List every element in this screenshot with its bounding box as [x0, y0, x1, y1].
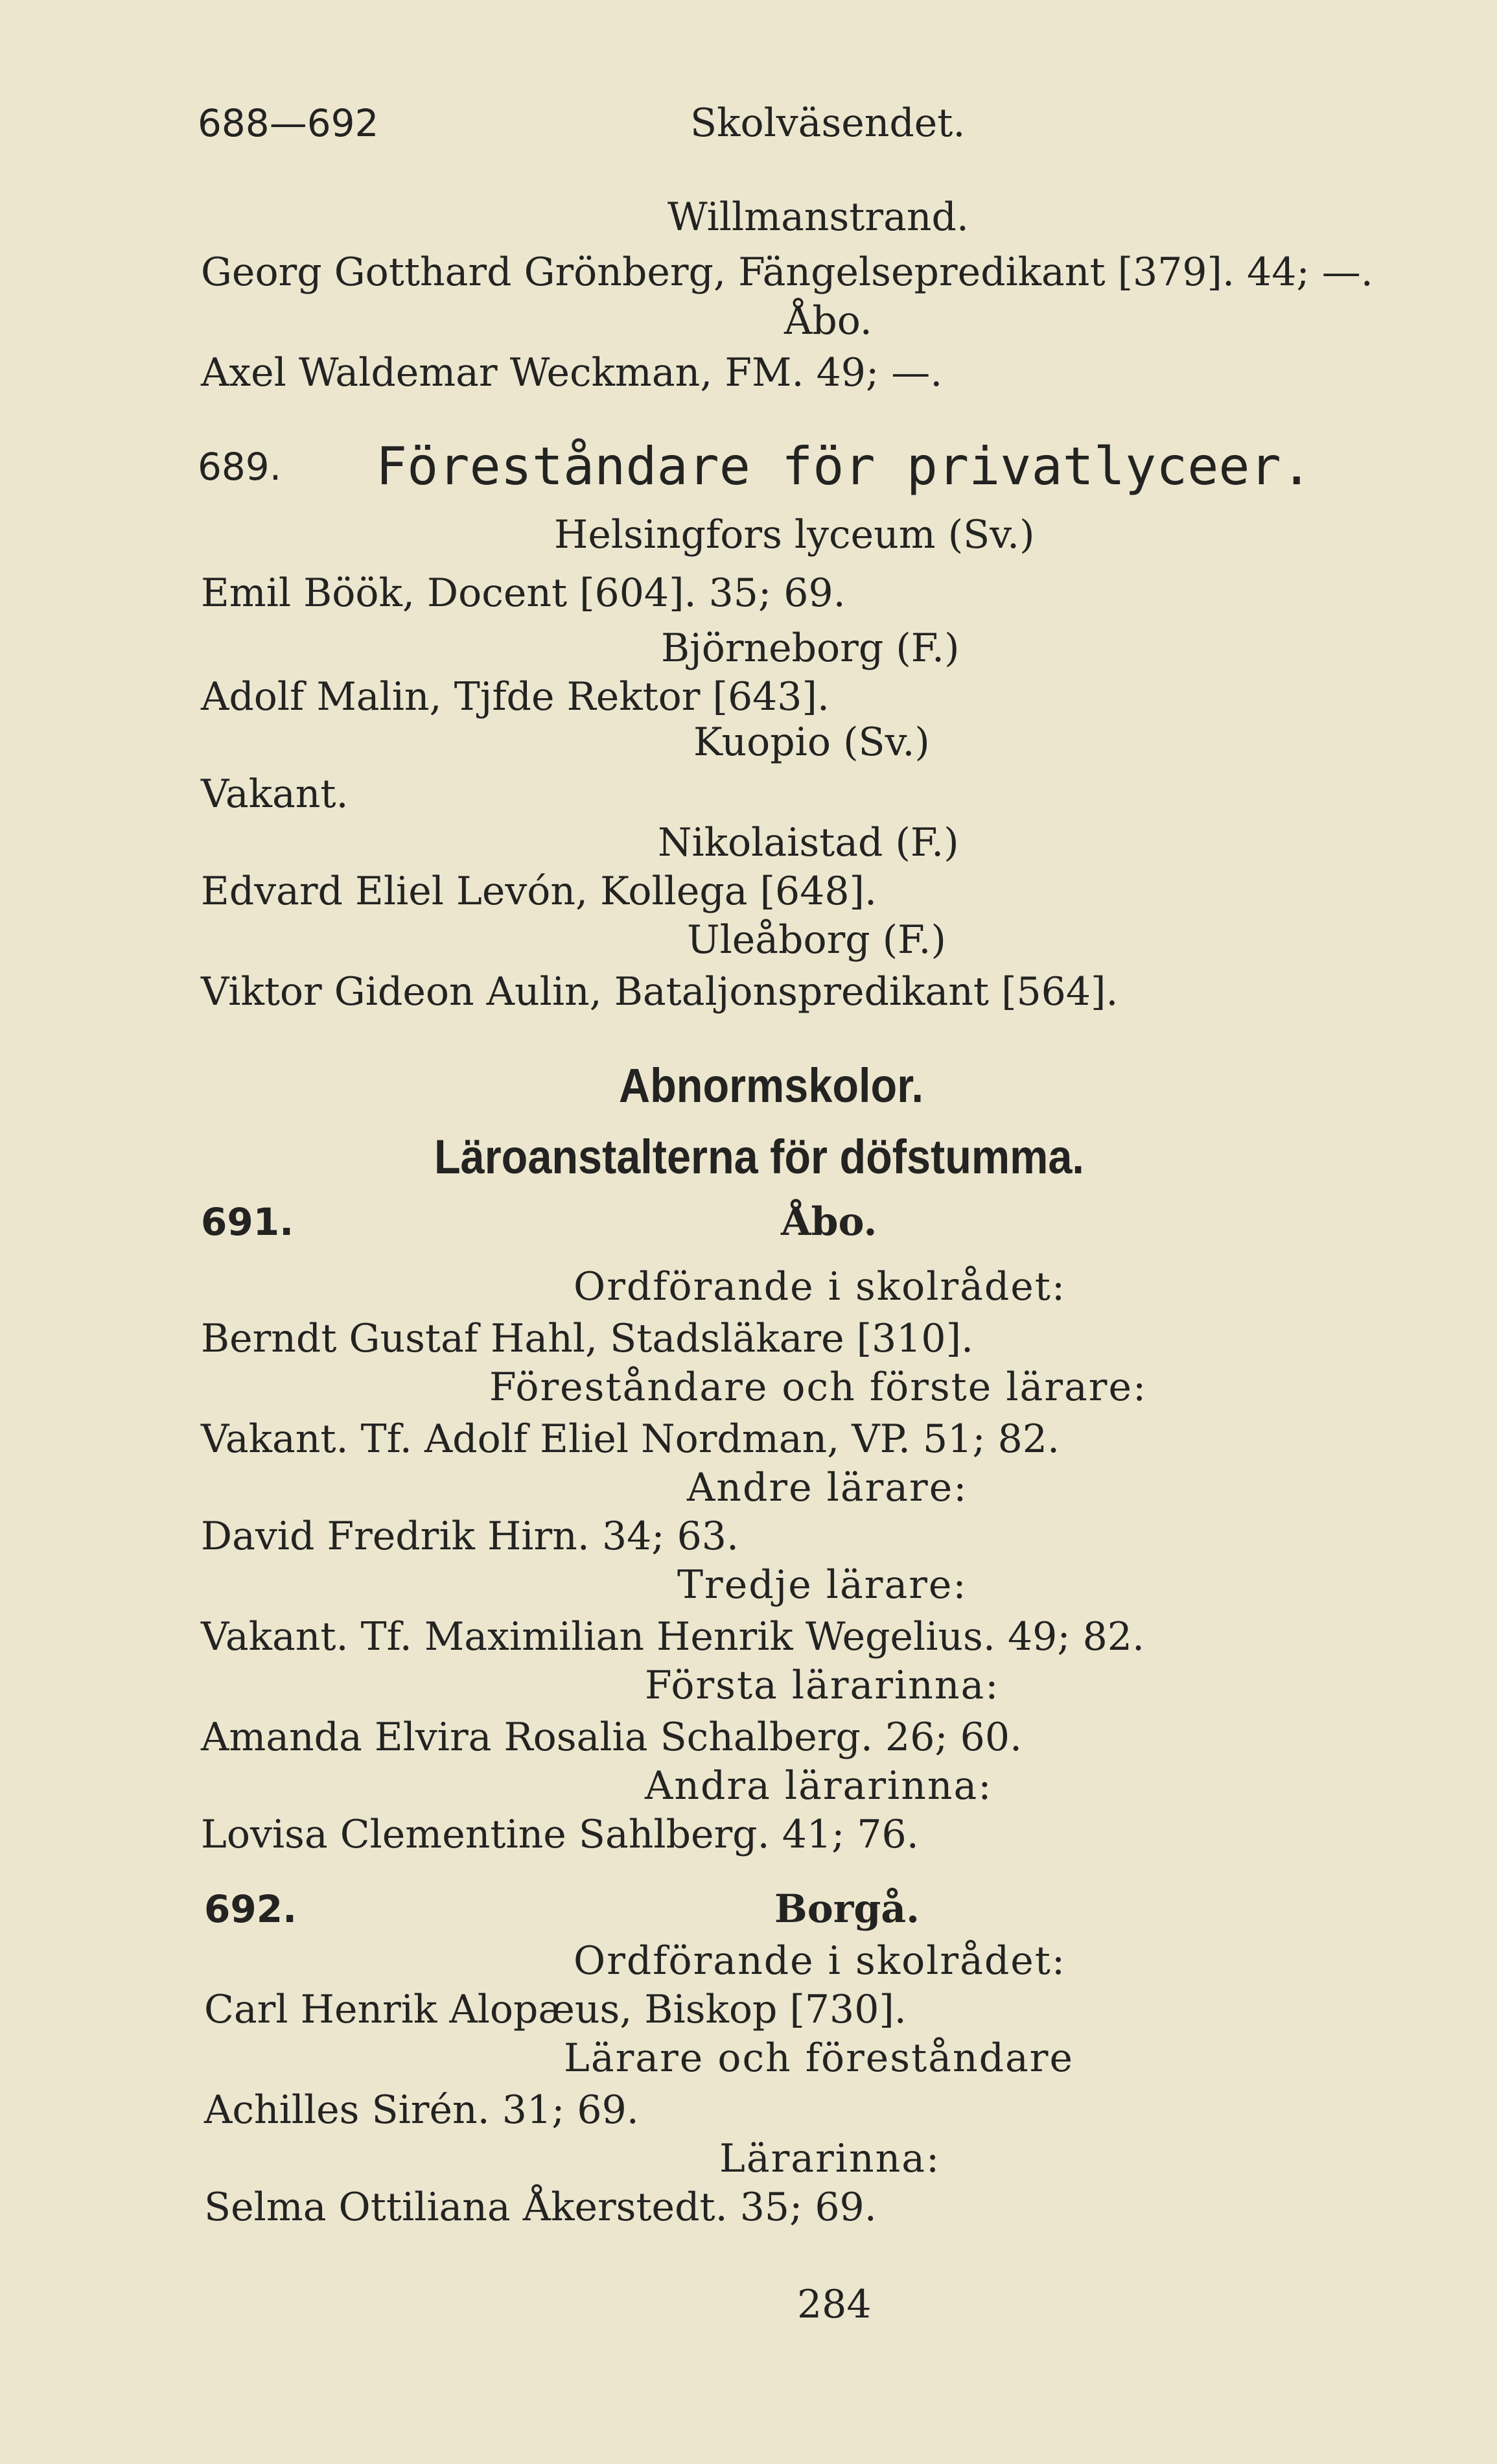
section-heading: Abnormskolor.	[619, 1059, 923, 1112]
place-heading: Uleåborg (F.)	[687, 917, 946, 963]
entry-line: Selma Ottiliana Åkerstedt. 35; 69.	[204, 2185, 877, 2230]
place-heading: Åbo.	[781, 1199, 877, 1245]
place-heading: Nikolaistad (F.)	[658, 820, 959, 865]
entry-line: Vakant. Tf. Adolf Eliel Nordman, VP. 51; 82.	[201, 1416, 1060, 1462]
role-heading: Tredje lärare:	[677, 1562, 968, 1608]
entry-line: Edvard Eliel Levón, Kollega [648].	[201, 869, 877, 914]
place-heading: Willmanstrand.	[667, 194, 969, 240]
section-heading: Föreståndare för privatlyceer.	[376, 436, 1312, 497]
entry-line: David Fredrik Hirn. 34; 63.	[201, 1514, 739, 1559]
role-heading: Ordförande i skolrådet:	[574, 1938, 1067, 1984]
place-heading: Helsingfors lyceum (Sv.)	[554, 512, 1035, 557]
section-number: 691.	[201, 1200, 294, 1244]
role-heading: Föreståndare och förste lärare:	[489, 1365, 1148, 1410]
entry-line: Vakant.	[201, 771, 349, 817]
entry-line: Adolf Malin, Tjfde Rektor [643].	[201, 674, 830, 720]
running-title: Skolväsendet.	[690, 100, 966, 146]
entry-line: Viktor Gideon Aulin, Bataljonspredikant [564].	[201, 969, 1119, 1015]
entry-line: Axel Waldemar Weckman, FM. 49; —.	[201, 350, 943, 395]
page-number: 284	[797, 2282, 872, 2327]
role-heading: Ordförande i skolrådet:	[574, 1264, 1067, 1309]
entry-line: Georg Gotthard Grönberg, Fängelsepredikant [379]. 44; —.	[201, 250, 1373, 295]
role-heading: Första lärarinna:	[645, 1663, 1000, 1708]
entry-line: Emil Böök, Docent [604]. 35; 69.	[201, 570, 846, 616]
page-range: 688—692	[198, 101, 379, 145]
entry-line: Carl Henrik Alopæus, Biskop [730].	[204, 1987, 907, 2032]
section-number: 689.	[198, 445, 282, 489]
role-heading: Lärarinna:	[719, 2136, 941, 2181]
role-heading: Andre lärare:	[687, 1465, 968, 1510]
entry-line: Lovisa Clementine Sahlberg. 41; 76.	[201, 1812, 919, 1857]
entry-line: Amanda Elvira Rosalia Schalberg. 26; 60.	[201, 1715, 1023, 1760]
entry-line: Vakant. Tf. Maximilian Henrik Wegelius. 49; 82.	[201, 1614, 1145, 1660]
place-heading: Kuopio (Sv.)	[693, 720, 930, 765]
role-heading: Lärare och föreståndare	[564, 2036, 1074, 2081]
place-heading: Åbo.	[784, 298, 872, 344]
place-heading: Björneborg (F.)	[661, 626, 960, 671]
entry-line: Achilles Sirén. 31; 69.	[204, 2087, 639, 2133]
section-number: 692.	[204, 1887, 297, 1931]
role-heading: Andra lärarinna:	[645, 1763, 993, 1809]
section-subheading: Läroanstalterna för döfstumma.	[434, 1130, 1084, 1184]
entry-line: Berndt Gustaf Hahl, Stadsläkare [310].	[201, 1316, 974, 1361]
place-heading: Borgå.	[774, 1886, 920, 1932]
